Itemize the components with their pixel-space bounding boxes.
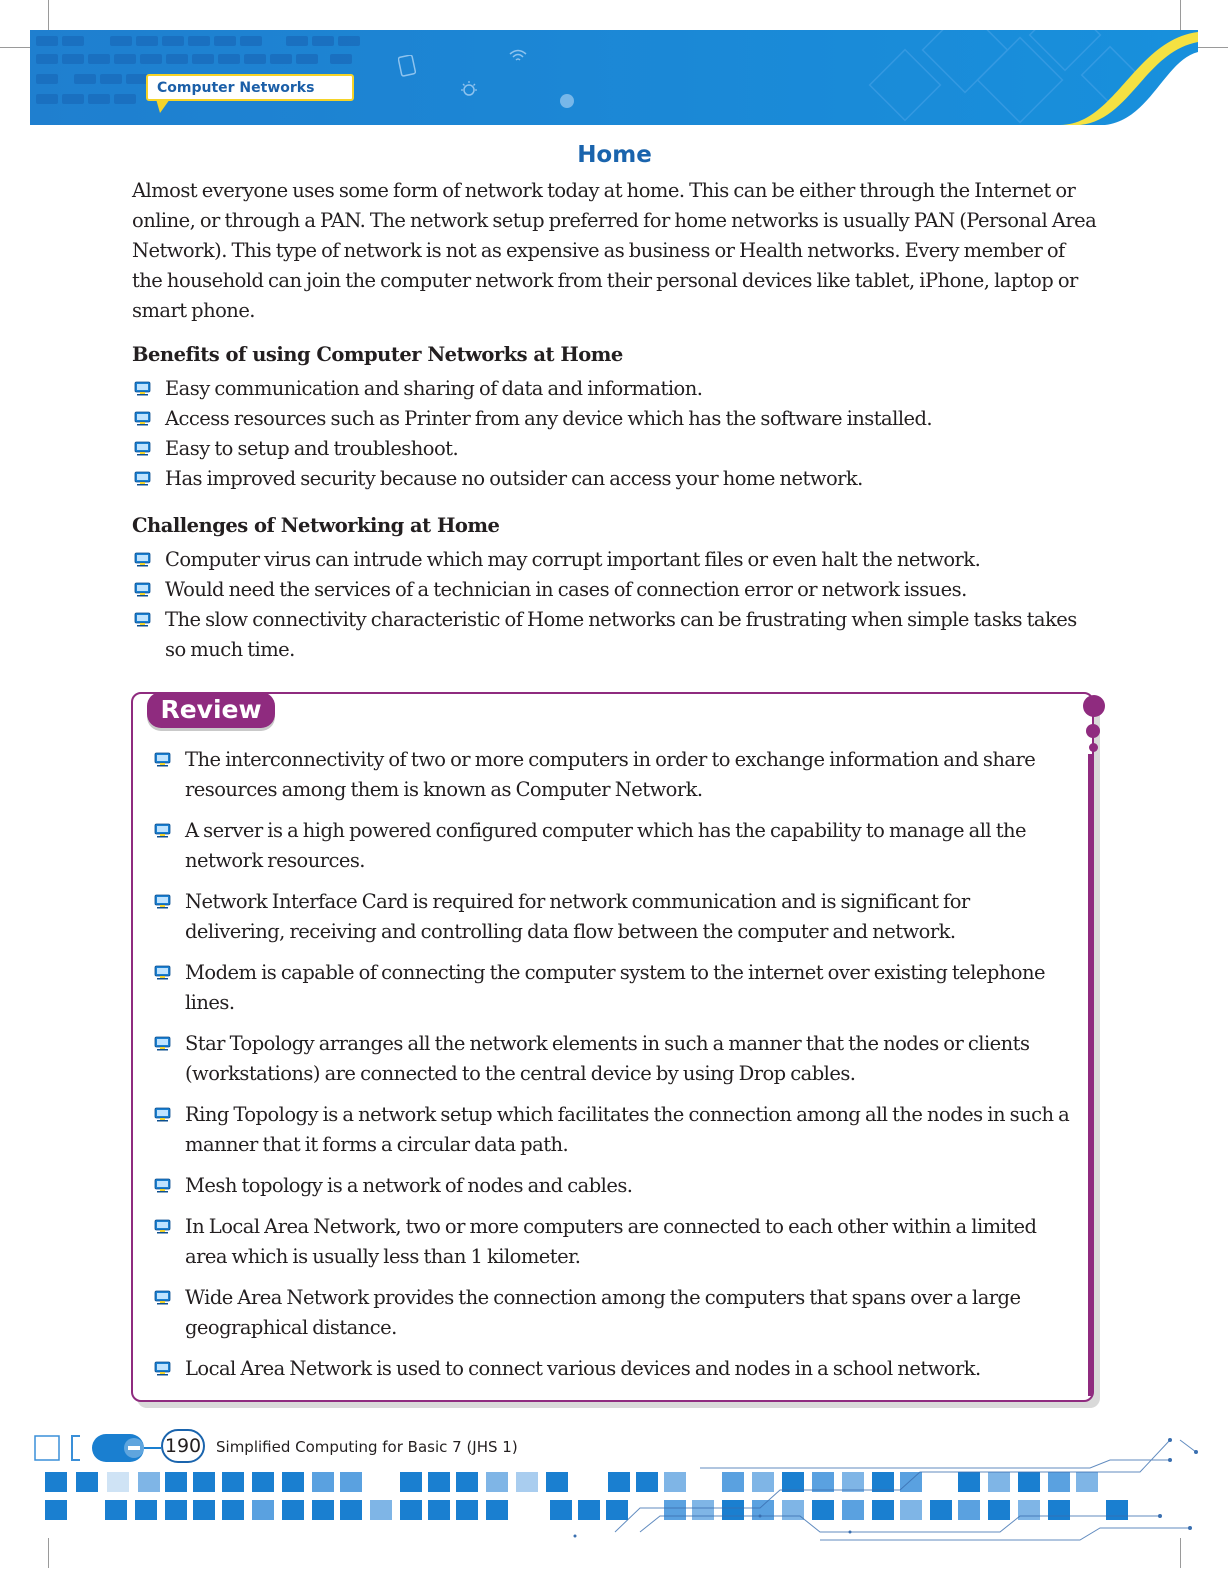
list-item-text: Network Interface Card is required for network communication and is significant for delivering, receiving and controlling data flow between the computer and network.	[185, 890, 970, 943]
computer-bullet-icon	[154, 823, 171, 838]
decor-dot	[1083, 695, 1105, 717]
list-item-text: The interconnectivity of two or more computers in order to exchange information and share resources among them is known as Computer Network.	[185, 748, 1036, 801]
list-item	[152, 1283, 1072, 1343]
list-item	[152, 816, 1072, 876]
review-box	[131, 692, 1096, 1405]
list-item-text: Wide Area Network provides the connection among the computers that spans over a large geographical distance.	[185, 1286, 1021, 1339]
list-item	[132, 404, 1097, 434]
globe-icon	[558, 92, 576, 110]
list-item-text: Easy to setup and troubleshoot.	[165, 437, 459, 460]
review-badge: Review	[147, 692, 275, 728]
computer-bullet-icon	[134, 582, 151, 597]
list-item	[152, 1171, 1072, 1201]
list-item-text: Easy communication and sharing of data and information.	[165, 377, 703, 400]
list-item-text: The slow connectivity characteristic of Home networks can be frustrating when simple tasks takes so much time.	[165, 608, 1077, 661]
list-item	[132, 374, 1097, 404]
crop-mark	[0, 47, 30, 48]
list-item	[152, 1029, 1072, 1089]
main-content	[132, 140, 1097, 665]
computer-bullet-icon	[154, 752, 171, 767]
computer-bullet-icon	[154, 1219, 171, 1234]
computer-bullet-icon	[134, 612, 151, 627]
list-item-text: Access resources such as Printer from any device which has the software installed.	[165, 407, 933, 430]
page-number: 190	[161, 1429, 205, 1463]
list-item-text: Modem is capable of connecting the computer system to the internet over existing telephone lines.	[185, 961, 1045, 1014]
crop-mark	[1198, 47, 1228, 48]
list-item	[152, 958, 1072, 1018]
computer-bullet-icon	[134, 441, 151, 456]
list-item-text: A server is a high powered configured computer which has the capability to manage all the network resources.	[185, 819, 1027, 872]
computer-bullet-icon	[154, 965, 171, 980]
computer-bullet-icon	[134, 471, 151, 486]
list-item	[132, 605, 1097, 665]
list-item-text: Ring Topology is a network setup which facilitates the connection among all the nodes in such a manner that it forms a circular data path.	[185, 1103, 1070, 1156]
calculator-icon	[398, 55, 416, 77]
lightbulb-icon	[458, 80, 480, 102]
computer-bullet-icon	[154, 1036, 171, 1051]
list-item	[152, 1212, 1072, 1272]
computer-bullet-icon	[154, 1290, 171, 1305]
list-item	[132, 464, 1097, 494]
list-item	[152, 1354, 1072, 1384]
intro-paragraph: Almost everyone uses some form of network today at home. This can be either through the Internet or online, or through a PAN. The network setup preferred for home networks is usually PAN (Personal Area Network). This type of network is not as expensive as business or Health networks. Every member of the household can join the computer network from their personal devices like tablet, iPhone, laptop or smart phone.	[132, 179, 1097, 322]
computer-bullet-icon	[154, 894, 171, 909]
wifi-icon	[508, 48, 528, 64]
benefits-heading: Benefits of using Computer Networks at Home	[132, 343, 623, 366]
list-item	[132, 545, 1097, 575]
computer-bullet-icon	[134, 411, 151, 426]
computer-bullet-icon	[154, 1107, 171, 1122]
section-title: Home	[577, 142, 652, 168]
chapter-tag-pointer	[156, 99, 170, 115]
review-list	[152, 745, 1072, 1395]
list-item	[152, 887, 1072, 947]
list-item	[132, 434, 1097, 464]
book-title: Simplified Computing for Basic 7 (JHS 1)	[216, 1438, 518, 1456]
challenges-list	[132, 545, 1097, 665]
benefits-list	[132, 374, 1097, 494]
decor-dot	[1089, 743, 1098, 752]
challenges-heading: Challenges of Networking at Home	[132, 514, 500, 537]
computer-bullet-icon	[134, 381, 151, 396]
computer-bullet-icon	[134, 552, 151, 567]
review-side-bar	[1088, 754, 1093, 1396]
crop-mark	[1180, 0, 1181, 30]
crop-mark	[48, 0, 49, 30]
computer-bullet-icon	[154, 1178, 171, 1193]
list-item-text: Mesh topology is a network of nodes and cables.	[185, 1174, 633, 1197]
list-item	[152, 1100, 1072, 1160]
decor-dot	[1086, 724, 1100, 738]
list-item-text: Has improved security because no outsider can access your home network.	[165, 467, 863, 490]
list-item-text: Star Topology arranges all the network elements in such a manner that the nodes or clients (workstations) are connected to the central device by using Drop cables.	[185, 1032, 1030, 1085]
list-item-text: Would need the services of a technician in cases of connection error or network issues.	[165, 578, 967, 601]
list-item	[132, 575, 1097, 605]
computer-bullet-icon	[154, 1361, 171, 1376]
chapter-tag: Computer Networks	[146, 74, 354, 101]
list-item	[152, 745, 1072, 805]
list-item-text: Local Area Network is used to connect various devices and nodes in a school network.	[185, 1357, 981, 1380]
list-item-text: Computer virus can intrude which may corrupt important files or even halt the network.	[165, 548, 981, 571]
list-item-text: In Local Area Network, two or more computers are connected to each other within a limited area which is usually less than 1 kilometer.	[185, 1215, 1037, 1268]
